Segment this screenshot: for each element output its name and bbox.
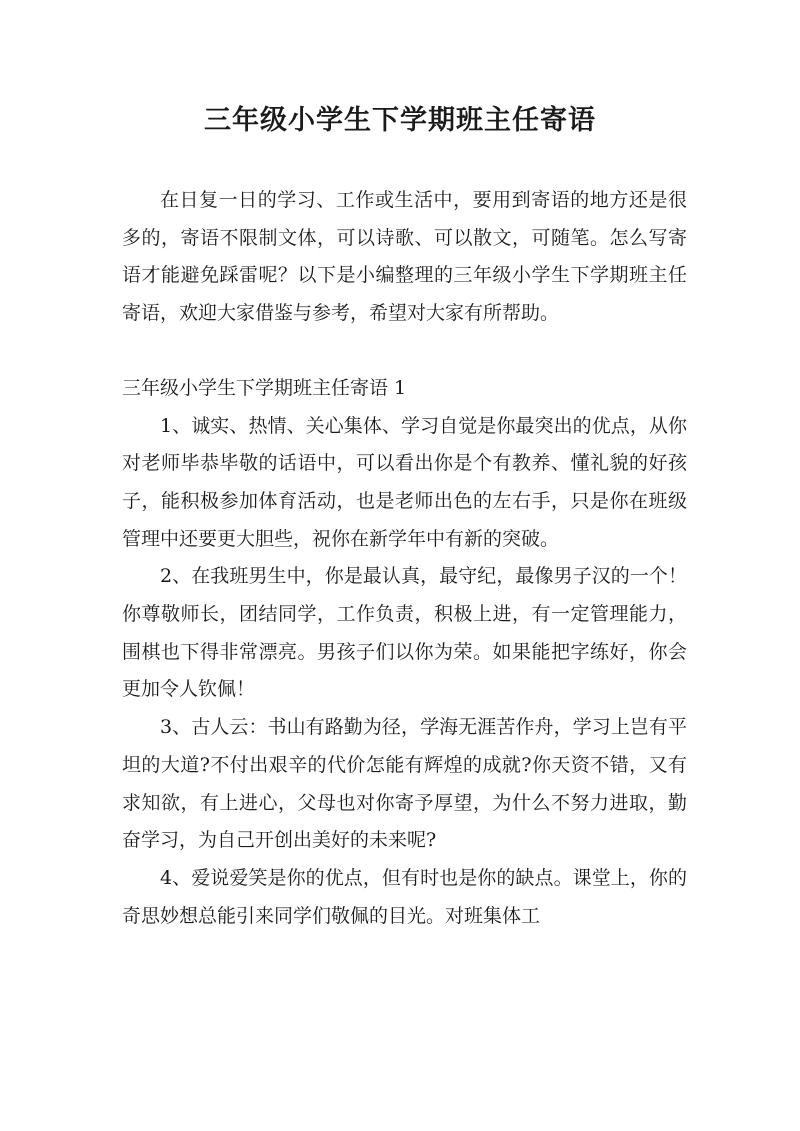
document-body — [122, 182, 687, 935]
section-heading: 三年级小学生下学期班主任寄语 1 — [122, 376, 407, 399]
body-paragraph-1: 1、诚实、热情、关心集体、学习自觉是你最突出的优点，从你对老师毕恭毕敬的话语中，可以看出你是个有教养、懂礼貌的好孩子，能积极参加体育活动，也是老师出色的左右手，只是你在班级管理中还要更大胆些，祝你在新学年中有新的突破。 — [122, 414, 687, 550]
body-paragraph-2: 2、在我班男生中，你是最认真，最守纪，最像男子汉的一个！你尊敬师长，团结同学，工作负责，积极上进，有一定管理能力，围棋也下得非常漂亮。男孩子们以你为荣。如果能把字练好，你会更加令人钦佩！ — [122, 565, 687, 701]
intro-paragraph: 在日复一日的学习、工作或生活中，要用到寄语的地方还是很多的，寄语不限制文体，可以诗歌、可以散文，可随笔。怎么写寄语才能避免踩雷呢？以下是小编整理的三年级小学生下学期班主任寄语，欢迎大家借鉴与参考，希望对大家有所帮助。 — [122, 189, 687, 325]
document-title: 三年级小学生下学期班主任寄语 — [204, 105, 596, 136]
body-paragraph-3: 3、古人云：书山有路勤为径，学海无涯苦作舟，学习上岂有平坦的大道?不付出艰辛的代价怎能有辉煌的成就?你天资不错，又有求知欲，有上进心，父母也对你寄予厚望，为什么不努力进取，勤奋学习，为自己开创出美好的未来呢? — [122, 716, 687, 852]
body-paragraph-4: 4、爱说爱笑是你的优点，但有时也是你的缺点。课堂上，你的奇思妙想总能引来同学们敬佩的目光。对班集体工 — [122, 866, 687, 927]
